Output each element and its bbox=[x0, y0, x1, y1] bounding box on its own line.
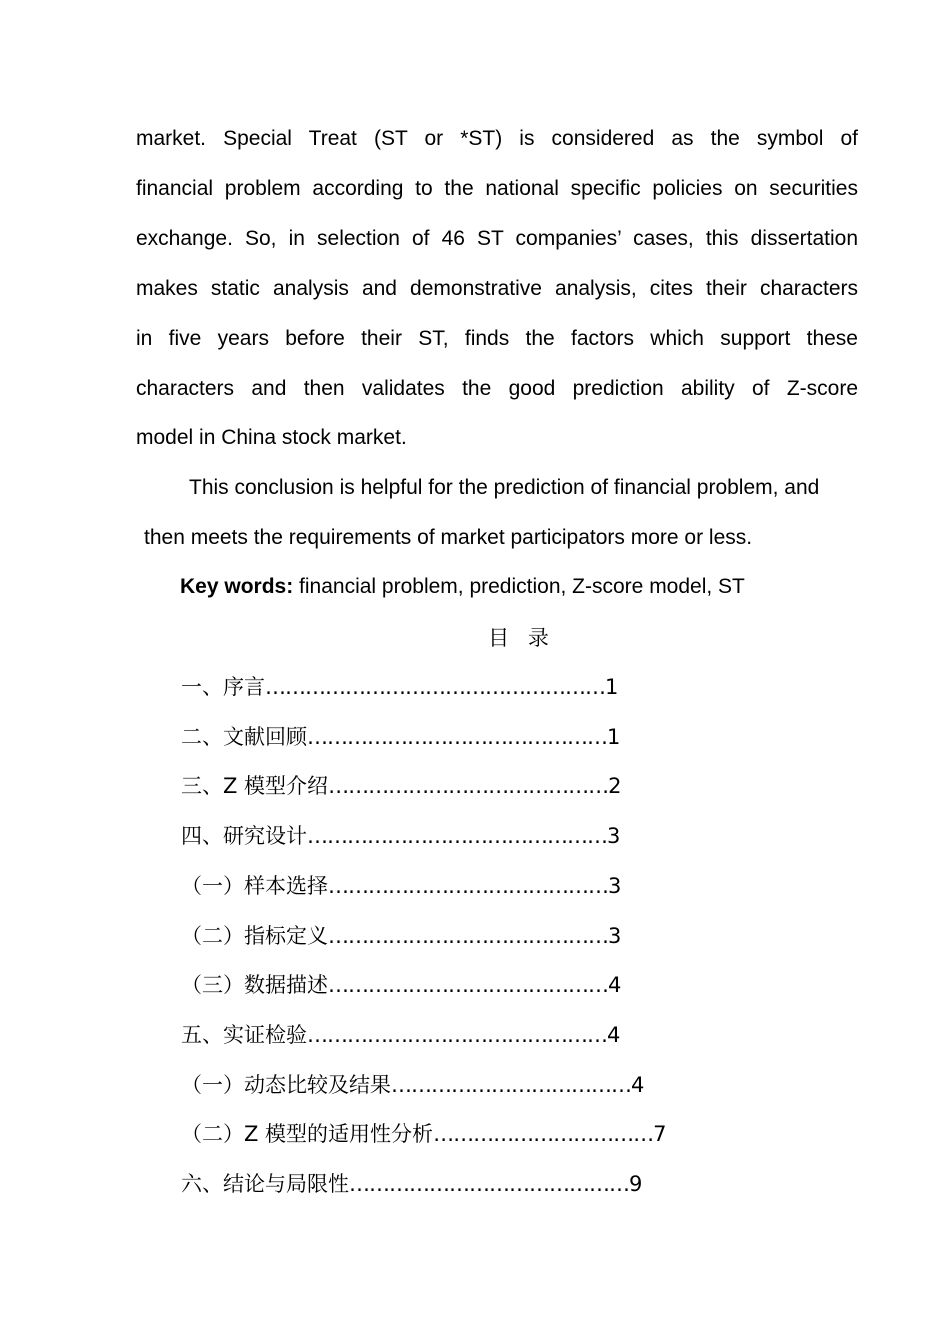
toc-entry-dots: ……………………………… bbox=[391, 1073, 631, 1097]
toc-entry-label: （二）指标定义 bbox=[181, 924, 328, 948]
conclusion-line-1: This conclusion is helpful for the prediction of financial problem, and bbox=[189, 476, 820, 499]
abstract-line-3: exchange. So, in selection of 46 ST companies’ cases, this dissertation bbox=[136, 227, 858, 250]
toc-entry-label: 四、研究设计 bbox=[181, 824, 307, 848]
toc-entry-dots: …………………………………… bbox=[349, 1172, 629, 1196]
toc-entry[interactable] bbox=[181, 673, 618, 701]
abstract-line-4: makes static analysis and demonstrative analysis, cites their characters bbox=[136, 277, 858, 300]
toc-entry-label: 三、Z 模型介绍 bbox=[181, 774, 329, 798]
toc-entry-dots: ……………………………………… bbox=[307, 1023, 607, 1047]
toc-entry-label: 一、序言 bbox=[181, 675, 265, 699]
abstract-line-5: in five years before their ST, finds the factors which support these bbox=[136, 327, 858, 350]
toc-entry-label: （一）样本选择 bbox=[181, 874, 328, 898]
conclusion-line-2: then meets the requirements of market participators more or less. bbox=[144, 526, 753, 549]
toc-entry-label: 五、实证检验 bbox=[181, 1023, 307, 1047]
toc-entry-page: 4 bbox=[631, 1073, 645, 1097]
toc-entry-page: 3 bbox=[608, 874, 622, 898]
toc-entry-label: 二、文献回顾 bbox=[181, 725, 307, 749]
keywords bbox=[180, 573, 745, 601]
toc-entry[interactable] bbox=[181, 1120, 666, 1148]
toc-entry-page: 2 bbox=[608, 774, 622, 798]
keywords-label: Key words: bbox=[180, 575, 294, 598]
toc-title: 目 录 bbox=[488, 626, 555, 650]
toc-entry-label: （一）动态比较及结果 bbox=[181, 1073, 391, 1097]
toc-entry-page: 3 bbox=[608, 924, 622, 948]
toc-entry-dots: …………………………………… bbox=[328, 924, 608, 948]
toc-entry-dots: …………………………………… bbox=[328, 973, 608, 997]
toc-entry-label: （二）Z 模型的适用性分析 bbox=[181, 1122, 434, 1146]
toc-entry-dots: …………………………………… bbox=[328, 774, 609, 798]
toc-entry[interactable] bbox=[181, 772, 621, 800]
toc-entry-page: 3 bbox=[607, 824, 621, 848]
toc-entry[interactable] bbox=[181, 1021, 620, 1049]
toc-entry-page: 9 bbox=[629, 1172, 643, 1196]
toc-entry-label: （三）数据描述 bbox=[181, 973, 328, 997]
abstract-line-2: financial problem according to the national specific policies on securities bbox=[136, 177, 858, 200]
toc-entry-page: 4 bbox=[607, 1023, 621, 1047]
toc-entry[interactable] bbox=[181, 922, 621, 950]
abstract-line-6: characters and then validates the good prediction ability of Z-score bbox=[136, 377, 858, 400]
toc-entry-page: 1 bbox=[607, 725, 621, 749]
toc-entry[interactable] bbox=[181, 872, 621, 900]
abstract-line-1: market. Special Treat (ST or *ST) is considered as the symbol of bbox=[136, 127, 858, 150]
toc-entry[interactable] bbox=[181, 971, 621, 999]
toc-entry-label: 六、结论与局限性 bbox=[181, 1172, 349, 1196]
toc-entry-dots: …………………………………………… bbox=[265, 675, 605, 699]
toc-entry[interactable] bbox=[181, 1071, 644, 1099]
abstract-line-7: model in China stock market. bbox=[136, 426, 407, 449]
toc-entry-page: 7 bbox=[653, 1122, 667, 1146]
toc-entry-dots: ……………………………………… bbox=[307, 824, 607, 848]
toc-entry-dots: …………………………………… bbox=[328, 874, 608, 898]
toc-entry-dots: …………………………… bbox=[433, 1122, 654, 1146]
toc-entry[interactable] bbox=[181, 723, 620, 751]
toc-entry-dots: ……………………………………… bbox=[307, 725, 607, 749]
toc-entry-page: 1 bbox=[605, 675, 619, 699]
toc-entry[interactable] bbox=[181, 1170, 642, 1198]
keywords-text: financial problem, prediction, Z-score model, ST bbox=[293, 575, 745, 598]
toc-entry-page: 4 bbox=[608, 973, 622, 997]
toc-entry[interactable] bbox=[181, 822, 620, 850]
